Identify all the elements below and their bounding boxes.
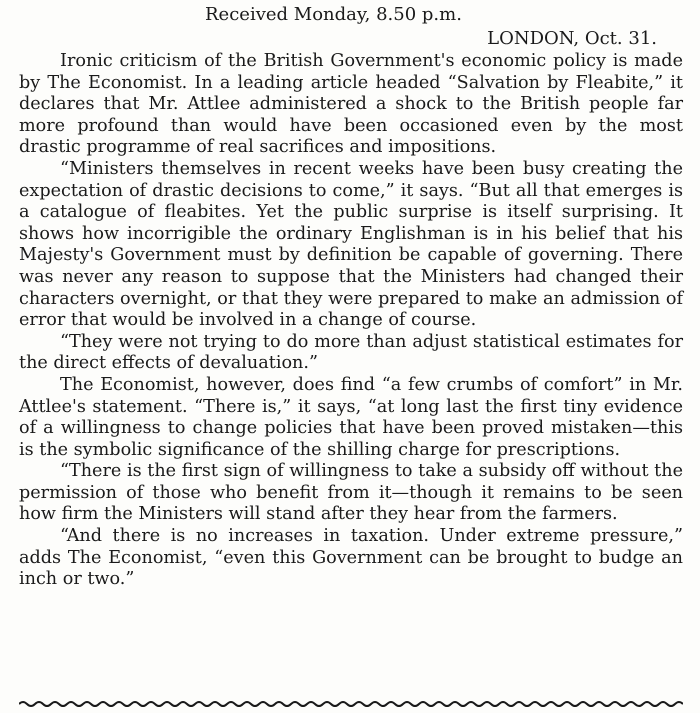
paragraph-4: The Economist, however, does find “a few crumbs of comfort” in Mr. Attlee's statement. “There is,” it says, “at long last the first tiny evidence of a willingness to change policies that have been proved mistaken—this is the symbolic significance of the shilling charge for prescriptions. [19,374,683,460]
paragraph-2: “Ministers themselves in recent weeks have been busy creating the expectation of drastic decisions to come,” it says. “But all that emerges is a catalogue of fleabites. Yet the public surprise is itself surprising. It shows how incorrigible the ordinary Englishman is in his belief that his Majesty's Government must by definition be capable of governing. There was never any reason to suppose that the Ministers had changed their characters overnight, or that they were prepared to make an admission of error that would be involved in a change of course. [19,158,683,331]
paragraph-6: “And there is no increases in taxation. Under extreme pressure,” adds The Economist, “even this Government can be brought to budge an inch or two.” [19,526,683,590]
dateline: LONDON, Oct. 31. [487,28,657,49]
received-line: Received Monday, 8.50 p.m. [205,4,462,25]
article-body [19,51,683,591]
paragraph-1: Ironic criticism of the British Government's economic policy is made by The Economist. In a leading article headed “Salvation by Fleabite,” it declares that Mr. Attlee administered a shock to the British people far more profound than would have been occasioned even by the most drastic programme of real sacrifices and impositions. [19,51,683,158]
wavy-rule [19,700,683,708]
paragraph-3: “They were not trying to do more than adjust statistical estimates for the direct effects of devaluation.” [19,331,683,374]
paragraph-5: “There is the first sign of willingness to take a subsidy off without the permission of those who benefit from it—though it remains to be seen how firm the Ministers will stand after they hear from the farmers. [19,461,683,525]
